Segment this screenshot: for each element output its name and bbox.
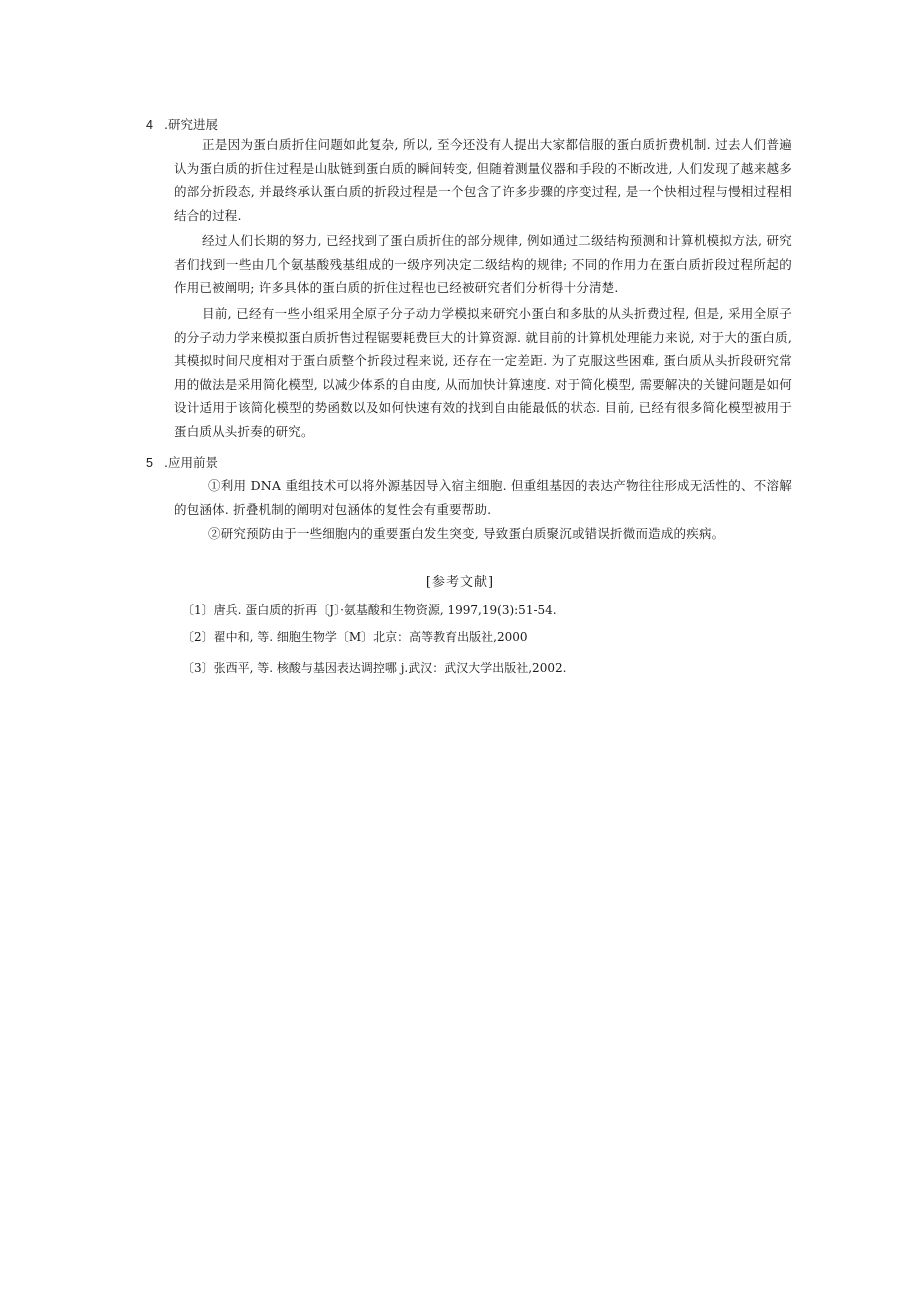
paragraph: ①利用 DNA 重组技术可以将外源基因导入宿主细胞. 但重组基因的表达产物往往形成无活性的、不溶解的包涵体. 折叠机制的阐明对包涵体的复性会有重要帮助. — [174, 478, 792, 517]
paragraph: ②研究预防由于一些细胞内的重要蛋白发生突变, 导致蛋白质聚沉或错误折微而造成的疾病。 — [208, 526, 725, 541]
section-heading — [146, 117, 218, 133]
paragraph: 目前, 已经有一些小组采用全原子分子动力学模拟来研究小蛋白和多肽的从头折费过程, 但是, 采用全原子的分子动力学来模拟蛋白质折售过程锯要耗费巨大的计算资源. 就目前的计算机处理能力来说, 对于大的蛋白质, 其模拟时间尺度相对于蛋白质整个折段过程来说, 还存在一定差距. 为了克服这些困难, 蛋白质从头折段研究常用的做法是采用简化模型, 以减少体系的自由度, 从而加快计算速度. 对于简化模型, 需要解决的关键问题是如何设计适用于该简化模型的势函数以及如何快速有效的找到自由能最低的状态. 目前, 已经有很多简化模型被用于蛋白质从头折奏的研究。 — [174, 306, 792, 439]
section-number: 4 — [146, 118, 153, 132]
section-title: .应用前景 — [164, 455, 218, 470]
section-number: 5 — [146, 456, 153, 470]
section-title: .研究进展 — [164, 117, 218, 132]
references-title: [参考文献] — [425, 575, 495, 590]
paragraph: 正是因为蛋白质折住问题如此复杂, 所以, 至今还没有人提出大家都信服的蛋白质折费机制. 过去人们普遍认为蛋白质的折住过程是山肽链到蛋白质的瞬间转变, 但随着测量仪器和手段的不断改进, 人们发现了越来越多的部分折段态, 并最终承认蛋白质的折段过程是一个包含了许多步骤的序变过程, 是一个快相过程与慢相过程相结合的过程. — [174, 137, 792, 223]
paragraph: 经过人们长期的努力, 已经找到了蛋白质折住的部分规律, 例如通过二级结构预测和计算机模拟方法, 研究者们找到一些由几个氨基酸残基组成的一级序列决定二级结构的规律; 不同的作用力在蛋白质折段过程所起的作用已被阐明; 许多具体的蛋白质的折住过程也已经被研究者们分析得十分清楚. — [174, 233, 792, 296]
reference-item: 〔1〕唐兵. 蛋白质的折再〔J〕·氨基酸和生物资源, 1997,19(3):51-54. — [182, 603, 557, 617]
section-heading — [146, 455, 218, 471]
reference-item: 〔3〕张西平, 等. 核酸与基因表达调控哪 j.武汉：武汉大学出版社,2002. — [182, 661, 567, 675]
reference-item: 〔2〕翟中和, 等. 细胞生物学〔M〕北京：高等教育出版社,2000 — [182, 630, 528, 644]
